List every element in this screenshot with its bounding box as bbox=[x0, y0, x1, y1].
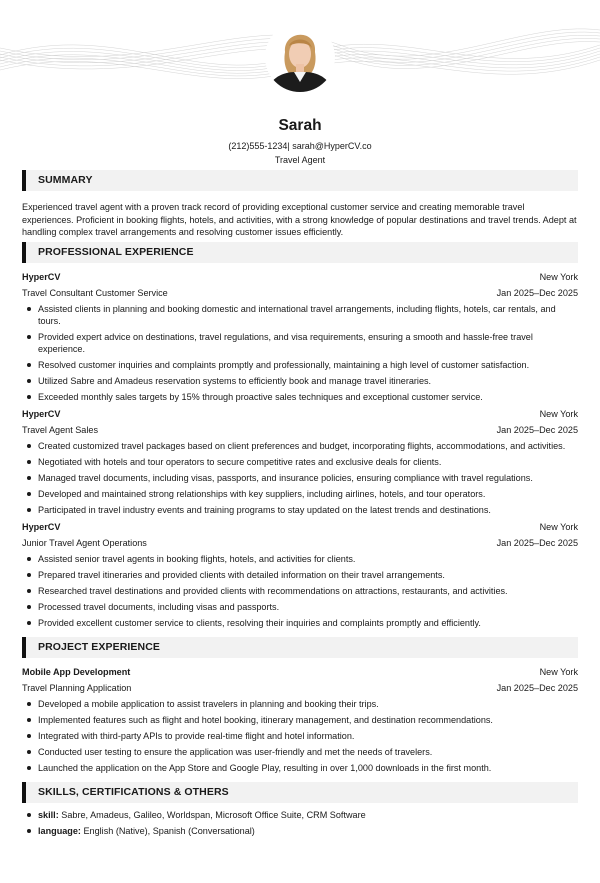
section-header-projects: PROJECT EXPERIENCE bbox=[22, 637, 578, 658]
bullet-item: Developed and maintained strong relationships with key suppliers, including airlines, hotels, and tour operators. bbox=[22, 488, 578, 500]
bullet-item: Assisted senior travel agents in booking flights, hotels, and activities for clients. bbox=[22, 553, 578, 565]
location: New York bbox=[539, 408, 578, 419]
skill-label: language: bbox=[38, 825, 81, 836]
skill-value: English (Native), Spanish (Conversational) bbox=[83, 825, 255, 836]
bullet-item: Launched the application on the App Store and Google Play, resulting in over 1,000 downloads in the first month. bbox=[22, 762, 578, 774]
bullet-item: Provided excellent customer service to clients, resolving their inquiries and complaints promptly and efficiently. bbox=[22, 617, 578, 629]
skill-item bbox=[22, 825, 578, 837]
company-name: HyperCV bbox=[22, 271, 61, 282]
bullet-item: Implemented features such as flight and hotel booking, itinerary management, and destination recommendations. bbox=[22, 714, 578, 726]
experience-entry bbox=[22, 271, 578, 403]
location: New York bbox=[539, 271, 578, 282]
bullet-item: Provided expert advice on destinations, travel regulations, and visa requirements, ensuring a smooth and hassle-free travel experience. bbox=[22, 331, 578, 355]
date-range: Jan 2025–Dec 2025 bbox=[496, 424, 578, 435]
company-name: HyperCV bbox=[22, 408, 61, 419]
bullet-item: Participated in travel industry events and training programs to stay updated on the latest trends and destinations. bbox=[22, 504, 578, 516]
bullet-item: Conducted user testing to ensure the application was user-friendly and met the needs of travelers. bbox=[22, 746, 578, 758]
bullet-item: Researched travel destinations and provided clients with recommendations on attractions, restaurants, and activities. bbox=[22, 585, 578, 597]
project-name: Mobile App Development bbox=[22, 666, 131, 677]
resume-body bbox=[22, 170, 578, 837]
bullet-item: Processed travel documents, including visas and passports. bbox=[22, 601, 578, 613]
role-title: Travel Consultant Customer Service bbox=[22, 287, 168, 298]
bullet-item: Utilized Sabre and Amadeus reservation systems to efficiently book and manage travel itineraries. bbox=[22, 375, 578, 387]
date-range: Jan 2025–Dec 2025 bbox=[496, 287, 578, 298]
bullet-item: Managed travel documents, including visas, passports, and insurance policies, ensuring compliance with travel regulations. bbox=[22, 472, 578, 484]
date-range: Jan 2025–Dec 2025 bbox=[496, 682, 578, 693]
section-header-skills: SKILLS, CERTIFICATIONS & OTHERS bbox=[22, 782, 578, 803]
bullet-item: Created customized travel packages based on client preferences and budget, incorporating flights, accommodations, and activities. bbox=[22, 440, 578, 452]
location: New York bbox=[539, 666, 578, 677]
section-header-summary: SUMMARY bbox=[22, 170, 578, 191]
bullet-list bbox=[22, 553, 578, 629]
company-name: HyperCV bbox=[22, 521, 61, 532]
job-title: Travel Agent bbox=[274, 155, 326, 165]
skill-item bbox=[22, 809, 578, 821]
skill-label: skill: bbox=[38, 809, 59, 820]
bullet-item: Resolved customer inquiries and complaints promptly and professionally, maintaining a high level of customer satisfaction. bbox=[22, 359, 578, 371]
bullet-item: Negotiated with hotels and tour operators to secure competitive rates and exclusive deals for clients. bbox=[22, 456, 578, 468]
candidate-name: Sarah bbox=[278, 117, 322, 134]
bullet-item: Prepared travel itineraries and provided clients with detailed information on their travel arrangements. bbox=[22, 569, 578, 581]
bullet-list bbox=[22, 698, 578, 774]
skill-value: Sabre, Amadeus, Galileo, Worldspan, Microsoft Office Suite, CRM Software bbox=[61, 809, 366, 820]
role-title: Travel Agent Sales bbox=[22, 424, 98, 435]
profile-photo bbox=[265, 22, 335, 92]
experience-entry bbox=[22, 408, 578, 516]
role-title: Travel Planning Application bbox=[22, 682, 132, 693]
bullet-list bbox=[22, 303, 578, 403]
summary-text: Experienced travel agent with a proven track record of providing exceptional customer service and creating memorable travel experiences. Proficient in booking flights, hotels, and activities, with a strong knowledge of popular destinations and travel trends. Adept at handling complex travel arrangements and resolving customer issues efficiently. bbox=[22, 202, 577, 237]
skills-list bbox=[22, 809, 578, 837]
bullet-list bbox=[22, 440, 578, 516]
phone: (212)555-1234 bbox=[228, 141, 288, 151]
section-header-experience: PROFESSIONAL EXPERIENCE bbox=[22, 242, 578, 263]
bullet-item: Exceeded monthly sales targets by 15% through proactive sales techniques and exceptional customer service. bbox=[22, 391, 578, 403]
date-range: Jan 2025–Dec 2025 bbox=[496, 537, 578, 548]
bullet-item: Assisted clients in planning and booking domestic and international travel arrangements, including flights, hotels, car rentals, and tours. bbox=[22, 303, 578, 327]
bullet-item: Developed a mobile application to assist travelers in planning and booking their trips. bbox=[22, 698, 578, 710]
project-entry bbox=[22, 666, 578, 774]
location: New York bbox=[539, 521, 578, 532]
experience-entry bbox=[22, 521, 578, 629]
email[interactable]: sarah@HyperCV.co bbox=[292, 141, 372, 151]
role-title: Junior Travel Agent Operations bbox=[22, 537, 147, 548]
bullet-item: Integrated with third-party APIs to provide real-time flight and hotel information. bbox=[22, 730, 578, 742]
contact-line: (212)555-1234| sarah@HyperCV.co bbox=[228, 141, 372, 151]
